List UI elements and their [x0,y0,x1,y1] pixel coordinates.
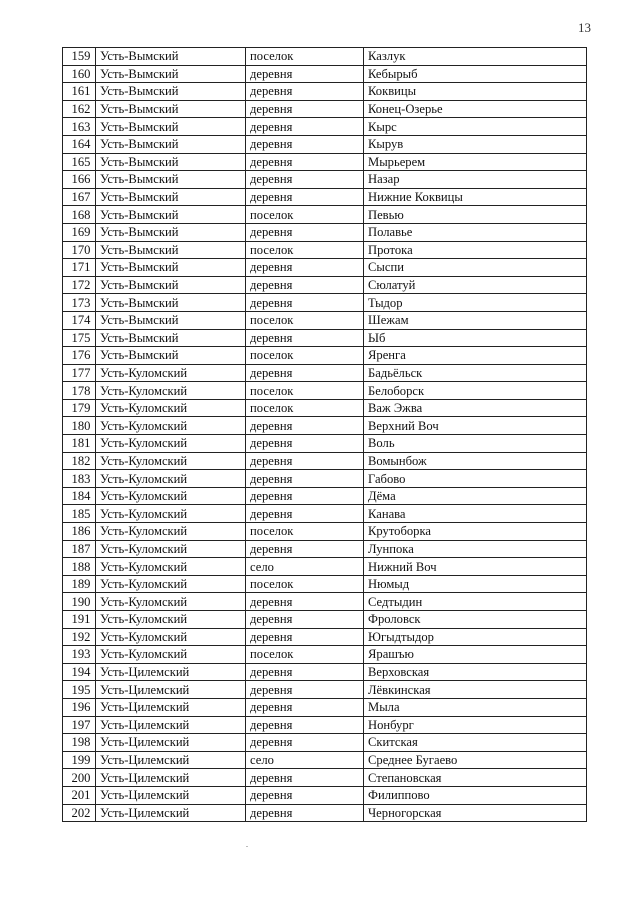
district-cell: Усть-Вымский [96,135,246,153]
settlement-name-cell: Бадьёльск [364,364,587,382]
settlement-type-cell: деревня [246,118,364,136]
row-number-cell: 167 [63,188,96,206]
district-cell: Усть-Цилемский [96,804,246,822]
row-number-cell: 183 [63,470,96,488]
table-row [63,417,587,435]
table-row [63,259,587,277]
row-number-cell: 197 [63,716,96,734]
table-row [63,100,587,118]
table-row [63,135,587,153]
row-number-cell: 178 [63,382,96,400]
district-cell: Усть-Куломский [96,487,246,505]
table-row [63,523,587,541]
district-cell: Усть-Вымский [96,83,246,101]
settlement-name-cell: Важ Эжва [364,399,587,417]
row-number-cell: 179 [63,399,96,417]
row-number-cell: 192 [63,628,96,646]
district-cell: Усть-Куломский [96,558,246,576]
settlement-type-cell: деревня [246,435,364,453]
table-row [63,611,587,629]
row-number-cell: 195 [63,681,96,699]
table-row [63,593,587,611]
row-number-cell: 194 [63,663,96,681]
table-row [63,681,587,699]
settlement-name-cell: Черногорская [364,804,587,822]
settlement-type-cell: деревня [246,487,364,505]
row-number-cell: 202 [63,804,96,822]
settlement-name-cell: Нижний Воч [364,558,587,576]
settlement-name-cell: Вомынбож [364,452,587,470]
table-row [63,311,587,329]
settlement-type-cell: поселок [246,347,364,365]
settlement-type-cell: деревня [246,716,364,734]
settlement-type-cell: поселок [246,382,364,400]
district-cell: Усть-Вымский [96,171,246,189]
settlement-type-cell: деревня [246,505,364,523]
district-cell: Усть-Куломский [96,593,246,611]
settlement-name-cell: Югыдтыдор [364,628,587,646]
settlement-name-cell: Белоборск [364,382,587,400]
table-row [63,65,587,83]
settlement-type-cell: деревня [246,153,364,171]
settlement-name-cell: Скитская [364,734,587,752]
settlement-name-cell: Ыб [364,329,587,347]
row-number-cell: 162 [63,100,96,118]
district-cell: Усть-Вымский [96,347,246,365]
district-cell: Усть-Куломский [96,452,246,470]
district-cell: Усть-Цилемский [96,786,246,804]
settlement-name-cell: Яренга [364,347,587,365]
district-cell: Усть-Куломский [96,435,246,453]
settlement-name-cell: Мырьерем [364,153,587,171]
settlement-type-cell: деревня [246,65,364,83]
table-row [63,83,587,101]
district-cell: Усть-Куломский [96,470,246,488]
settlement-name-cell: Нижние Коквицы [364,188,587,206]
settlement-name-cell: Лёвкинская [364,681,587,699]
settlement-type-cell: поселок [246,523,364,541]
district-cell: Усть-Вымский [96,294,246,312]
district-cell: Усть-Куломский [96,575,246,593]
row-number-cell: 160 [63,65,96,83]
settlement-name-cell: Нюмыд [364,575,587,593]
settlement-type-cell: деревня [246,698,364,716]
settlement-name-cell: Лунпока [364,540,587,558]
table-row [63,487,587,505]
settlement-type-cell: деревня [246,593,364,611]
district-cell: Усть-Вымский [96,241,246,259]
settlement-type-cell: поселок [246,241,364,259]
settlement-name-cell: Коквицы [364,83,587,101]
district-cell: Усть-Цилемский [96,663,246,681]
settlement-type-cell: деревня [246,83,364,101]
row-number-cell: 200 [63,769,96,787]
settlement-type-cell: деревня [246,364,364,382]
table-row [63,294,587,312]
row-number-cell: 196 [63,698,96,716]
row-number-cell: 176 [63,347,96,365]
district-cell: Усть-Куломский [96,417,246,435]
settlement-name-cell: Верхний Воч [364,417,587,435]
row-number-cell: 171 [63,259,96,277]
settlement-type-cell: деревня [246,628,364,646]
table-row [63,364,587,382]
table-row [63,347,587,365]
district-cell: Усть-Вымский [96,206,246,224]
row-number-cell: 177 [63,364,96,382]
settlement-name-cell: Степановская [364,769,587,787]
district-cell: Усть-Вымский [96,188,246,206]
table-row [63,769,587,787]
district-cell: Усть-Вымский [96,118,246,136]
settlement-type-cell: деревня [246,223,364,241]
settlement-name-cell: Верховская [364,663,587,681]
table-row [63,153,587,171]
row-number-cell: 185 [63,505,96,523]
settlement-type-cell: деревня [246,171,364,189]
settlement-name-cell: Воль [364,435,587,453]
settlements-table [62,47,587,822]
settlement-type-cell: деревня [246,611,364,629]
table-row [63,698,587,716]
settlement-type-cell: деревня [246,470,364,488]
settlement-type-cell: село [246,751,364,769]
settlement-type-cell: деревня [246,100,364,118]
row-number-cell: 193 [63,646,96,664]
settlement-type-cell: поселок [246,399,364,417]
settlement-name-cell: Тыдор [364,294,587,312]
district-cell: Усть-Вымский [96,223,246,241]
settlement-name-cell: Крутоборка [364,523,587,541]
settlement-name-cell: Фроловск [364,611,587,629]
district-cell: Усть-Куломский [96,628,246,646]
table-row [63,206,587,224]
district-cell: Усть-Вымский [96,153,246,171]
row-number-cell: 189 [63,575,96,593]
settlement-type-cell: деревня [246,276,364,294]
scan-mark [246,846,248,847]
row-number-cell: 190 [63,593,96,611]
row-number-cell: 181 [63,435,96,453]
district-cell: Усть-Куломский [96,540,246,558]
settlement-type-cell: деревня [246,452,364,470]
settlement-name-cell: Назар [364,171,587,189]
table-row [63,223,587,241]
settlement-name-cell: Нонбург [364,716,587,734]
settlement-type-cell: поселок [246,646,364,664]
district-cell: Усть-Вымский [96,329,246,347]
table-row [63,470,587,488]
table-row [63,751,587,769]
district-cell: Усть-Цилемский [96,698,246,716]
settlement-type-cell: поселок [246,48,364,66]
settlement-name-cell: Ярашъю [364,646,587,664]
row-number-cell: 199 [63,751,96,769]
settlement-name-cell: Казлук [364,48,587,66]
district-cell: Усть-Цилемский [96,751,246,769]
settlement-name-cell: Певью [364,206,587,224]
table-row [63,505,587,523]
row-number-cell: 168 [63,206,96,224]
district-cell: Усть-Куломский [96,382,246,400]
district-cell: Усть-Куломский [96,364,246,382]
row-number-cell: 184 [63,487,96,505]
settlement-name-cell: Габово [364,470,587,488]
district-cell: Усть-Куломский [96,523,246,541]
settlement-type-cell: деревня [246,259,364,277]
table-row [63,399,587,417]
district-cell: Усть-Вымский [96,48,246,66]
table-row [63,628,587,646]
settlement-name-cell: Мыла [364,698,587,716]
table-row [63,48,587,66]
table-row [63,804,587,822]
settlement-type-cell: деревня [246,188,364,206]
table-row [63,646,587,664]
settlement-type-cell: деревня [246,663,364,681]
settlement-type-cell: деревня [246,786,364,804]
row-number-cell: 165 [63,153,96,171]
settlement-type-cell: деревня [246,769,364,787]
district-cell: Усть-Вымский [96,65,246,83]
row-number-cell: 161 [63,83,96,101]
settlement-type-cell: деревня [246,135,364,153]
table-row [63,575,587,593]
row-number-cell: 201 [63,786,96,804]
district-cell: Усть-Цилемский [96,681,246,699]
table-row [63,118,587,136]
table-row [63,171,587,189]
row-number-cell: 182 [63,452,96,470]
settlement-name-cell: Седтыдин [364,593,587,611]
settlement-name-cell: Кебырыб [364,65,587,83]
table-row [63,786,587,804]
settlement-type-cell: деревня [246,681,364,699]
district-cell: Усть-Вымский [96,276,246,294]
table-row [63,452,587,470]
settlement-type-cell: деревня [246,329,364,347]
row-number-cell: 174 [63,311,96,329]
settlement-name-cell: Канава [364,505,587,523]
settlement-type-cell: поселок [246,206,364,224]
row-number-cell: 166 [63,171,96,189]
table-row [63,558,587,576]
table-row [63,663,587,681]
settlement-type-cell: деревня [246,540,364,558]
settlement-name-cell: Полавье [364,223,587,241]
settlement-type-cell: поселок [246,575,364,593]
row-number-cell: 164 [63,135,96,153]
table-row [63,382,587,400]
table-row [63,435,587,453]
settlement-name-cell: Шежам [364,311,587,329]
settlement-name-cell: Протока [364,241,587,259]
district-cell: Усть-Цилемский [96,734,246,752]
district-cell: Усть-Цилемский [96,769,246,787]
settlement-name-cell: Конец-Озерье [364,100,587,118]
settlement-name-cell: Сыспи [364,259,587,277]
district-cell: Усть-Куломский [96,399,246,417]
row-number-cell: 163 [63,118,96,136]
table-row [63,276,587,294]
district-cell: Усть-Вымский [96,100,246,118]
table-row [63,540,587,558]
table-row [63,734,587,752]
settlement-type-cell: село [246,558,364,576]
row-number-cell: 159 [63,48,96,66]
table-row [63,716,587,734]
row-number-cell: 173 [63,294,96,312]
settlement-name-cell: Филиппово [364,786,587,804]
district-cell: Усть-Вымский [96,311,246,329]
row-number-cell: 172 [63,276,96,294]
settlement-name-cell: Кырув [364,135,587,153]
row-number-cell: 187 [63,540,96,558]
row-number-cell: 175 [63,329,96,347]
district-cell: Усть-Цилемский [96,716,246,734]
settlement-name-cell: Дёма [364,487,587,505]
settlement-name-cell: Кырс [364,118,587,136]
table-row [63,241,587,259]
row-number-cell: 198 [63,734,96,752]
table-body [63,48,587,822]
row-number-cell: 191 [63,611,96,629]
settlement-type-cell: поселок [246,311,364,329]
row-number-cell: 188 [63,558,96,576]
settlement-type-cell: деревня [246,804,364,822]
page-number: 13 [578,20,591,35]
settlement-type-cell: деревня [246,734,364,752]
district-cell: Усть-Куломский [96,611,246,629]
table-row [63,329,587,347]
row-number-cell: 180 [63,417,96,435]
row-number-cell: 186 [63,523,96,541]
row-number-cell: 169 [63,223,96,241]
settlement-name-cell: Среднее Бугаево [364,751,587,769]
district-cell: Усть-Куломский [96,505,246,523]
settlement-type-cell: деревня [246,417,364,435]
settlement-type-cell: деревня [246,294,364,312]
district-cell: Усть-Куломский [96,646,246,664]
row-number-cell: 170 [63,241,96,259]
settlement-name-cell: Сюлатуй [364,276,587,294]
district-cell: Усть-Вымский [96,259,246,277]
table-row [63,188,587,206]
